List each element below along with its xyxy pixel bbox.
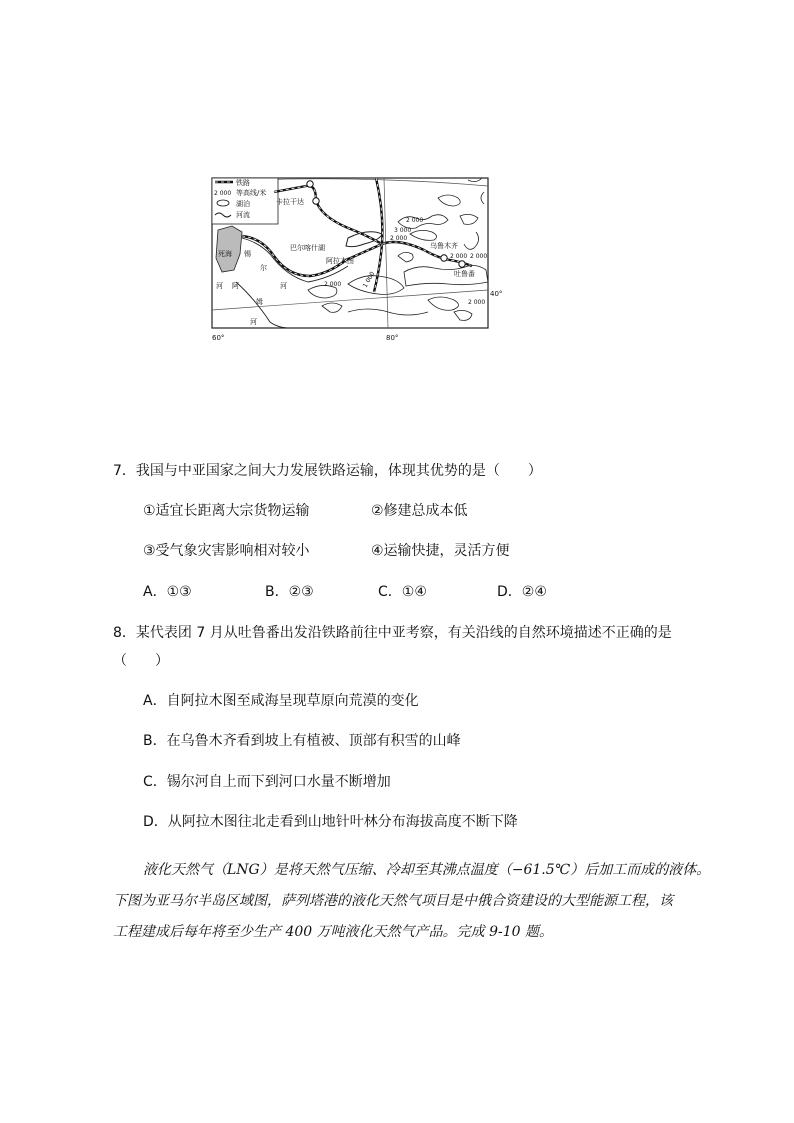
legend-contour: 等高线/米 <box>236 189 267 197</box>
q8-stem-blank: （ ） <box>113 653 169 669</box>
legend-railway: 铁路 <box>236 179 250 187</box>
q7-choice-a[interactable]: A．①③ <box>143 584 192 600</box>
contour-value-8: 2 000 <box>470 253 488 260</box>
legend-contour-value: 2 000 <box>214 190 232 197</box>
legend-river: 河流 <box>236 211 250 219</box>
lon-label-60: 60° <box>212 334 225 342</box>
contour-value-6: 2 000 <box>324 281 342 288</box>
contour-value-5: 2 000 <box>468 299 486 306</box>
label-amu-2: 姆 <box>256 298 263 306</box>
label-aral-sea: 死海 <box>218 250 232 258</box>
label-amu-1: 阿 <box>232 282 239 290</box>
passage-line-1: 液化天然气（LNG）是将天然气压缩、冷却至其沸点温度（−61.5℃）后加工而成的液体。 <box>143 862 711 878</box>
contour-value-3: 2 000 <box>390 235 408 242</box>
label-karaganda: 卡拉干达 <box>276 198 304 206</box>
q7-option-3: ③受气象灾害影响相对较小 <box>143 543 310 559</box>
lat-label-40: 40° <box>490 290 503 298</box>
q8-choice-d[interactable]: D．从阿拉木图往北走看到山地针叶林分布海拔高度不断下降 <box>143 814 518 830</box>
lon-label-80: 80° <box>386 334 399 342</box>
label-syr-2: 尔 <box>260 264 267 272</box>
label-alashankou: 阿拉木图 <box>326 257 354 265</box>
central-asia-map <box>198 172 508 344</box>
label-he: 河 <box>216 282 223 290</box>
contour-value-4: 2 000 <box>450 253 468 260</box>
label-urumqi: 乌鲁木齐 <box>430 242 458 250</box>
q7-option-2: ②修建总成本低 <box>371 503 468 519</box>
label-balkhash: 巴尔喀什湖 <box>290 244 325 252</box>
label-syr-3: 河 <box>280 282 287 290</box>
passage-line-3: 工程建成后每年将至少生产 400 万吨液化天然气产品。完成 9-10 题。 <box>113 924 553 940</box>
q7-choice-b[interactable]: B．②③ <box>265 584 314 600</box>
label-syr-1: 锡 <box>244 250 251 258</box>
q8-stem: 8．某代表团 7 月从吐鲁番出发沿铁路前往中亚考察，有关沿线的自然环境描述不正确的是 <box>113 625 672 641</box>
contour-value-7: 1 000 <box>361 270 377 289</box>
q8-choice-c[interactable]: C．锡尔河自上而下到河口水量不断增加 <box>143 774 391 790</box>
q7-stem: 7．我国与中亚国家之间大力发展铁路运输，体现其优势的是（ ） <box>113 463 542 479</box>
q8-choice-a[interactable]: A．自阿拉木图至咸海呈现草原向荒漠的变化 <box>143 693 419 709</box>
passage-line-2: 下图为亚马尔半岛区域图，萨列塔港的液化天然气项目是中俄合资建设的大型能源工程，该 <box>113 893 673 909</box>
label-amu-3: 河 <box>250 318 257 326</box>
q7-choice-d[interactable]: D．②④ <box>497 584 547 600</box>
legend-lake: 湖泊 <box>236 200 250 208</box>
contour-value-2: 3 000 <box>394 227 412 234</box>
contour-value-1: 2 000 <box>406 217 424 224</box>
q7-option-1: ①适宜长距离大宗货物运输 <box>143 503 310 519</box>
q8-choice-b[interactable]: B．在乌鲁木齐看到坡上有植被、顶部有积雪的山峰 <box>143 733 461 749</box>
q7-option-4: ④运输快捷，灵活方便 <box>371 543 510 559</box>
q7-choice-c[interactable]: C．①④ <box>378 584 427 600</box>
label-turpan: 吐鲁番 <box>454 270 475 278</box>
